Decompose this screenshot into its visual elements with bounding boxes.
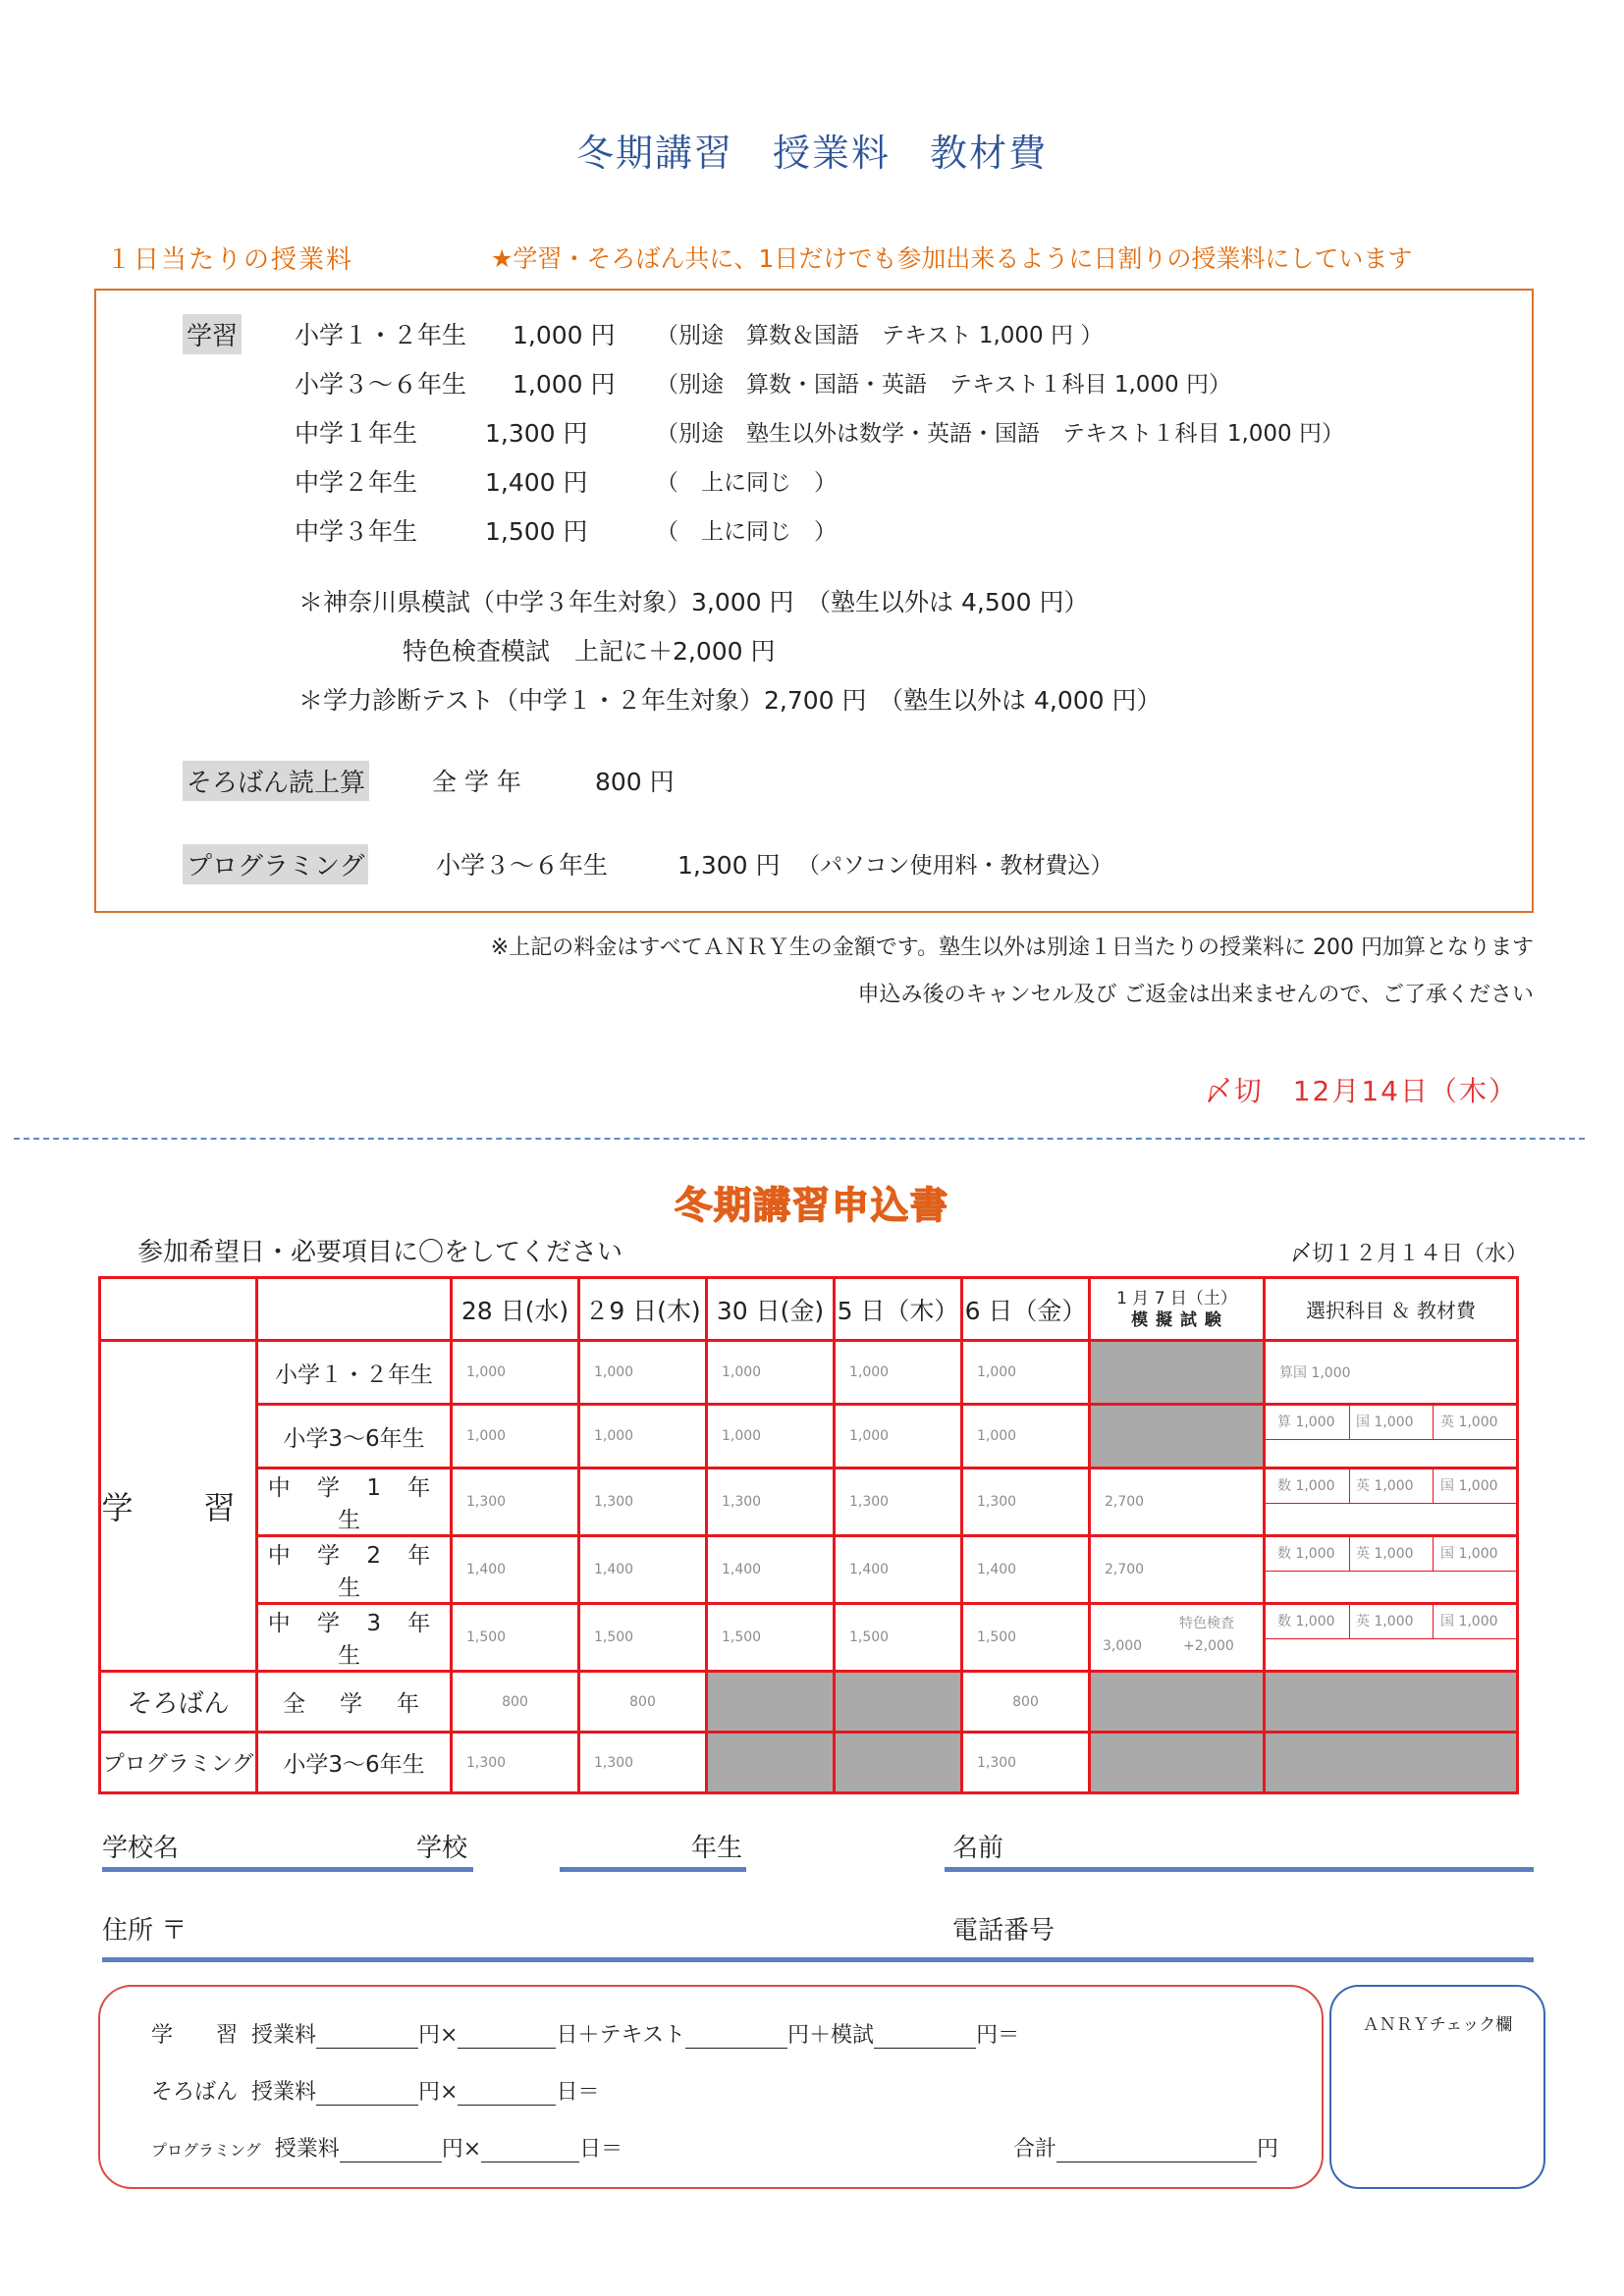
header-empty bbox=[257, 1278, 452, 1341]
group-soroban: そろばん bbox=[100, 1672, 257, 1733]
address-label: 住所 〒 bbox=[102, 1916, 188, 1946]
calc-text: 円＝ bbox=[976, 2023, 1020, 2048]
study-grade: 小学１・２年生 bbox=[295, 321, 467, 349]
price-cell[interactable]: 1,500 bbox=[579, 1604, 707, 1672]
calc-text: 授業料 bbox=[251, 2023, 317, 2048]
tuition-blank[interactable] bbox=[316, 2026, 418, 2049]
exam-cell-disabled bbox=[1090, 1341, 1265, 1405]
price-cell[interactable]: 1,300 bbox=[579, 1468, 707, 1536]
header-day: 6 日（金） bbox=[962, 1278, 1090, 1341]
soroban-price: 800 円 bbox=[595, 768, 675, 796]
group-programming: プログラミング bbox=[100, 1733, 257, 1793]
price-cell[interactable]: 1,400 bbox=[707, 1536, 835, 1604]
calc-line-programming bbox=[151, 2132, 623, 2163]
days-blank[interactable] bbox=[481, 2140, 579, 2163]
days-blank[interactable] bbox=[458, 2083, 556, 2106]
calc-text: 日＝ bbox=[556, 2080, 600, 2105]
study-grade: 中学２年生 bbox=[295, 468, 418, 497]
cell-disabled bbox=[1090, 1672, 1265, 1733]
calc-total bbox=[1013, 2132, 1278, 2163]
check-label: ＡＮＲＹチェック欄 bbox=[1362, 2015, 1513, 2035]
material-option[interactable]: 英 1,000 bbox=[1356, 1614, 1414, 1629]
price-cell[interactable]: 1,500 bbox=[835, 1604, 962, 1672]
study-price: 1,400 円 bbox=[485, 468, 588, 497]
materials-cell bbox=[1265, 1604, 1518, 1672]
study-note: （別途 塾生以外は数学・英語・国語 テキスト１科目 1,000 円） bbox=[656, 421, 1345, 447]
form-deadline: 〆切１２月１４日（水） bbox=[1289, 1242, 1528, 1266]
school-input-line[interactable] bbox=[102, 1867, 473, 1872]
exam-cell[interactable]: 2,700 bbox=[1090, 1468, 1265, 1536]
cut-line bbox=[14, 1138, 1585, 1140]
page-title: 冬期講習 授業料 教材費 bbox=[575, 132, 1048, 175]
fee-note: ★学習・そろばん共に、1日だけでも参加出来るように日割りの授業料にしています bbox=[491, 244, 1413, 273]
phone-label: 電話番号 bbox=[952, 1916, 1056, 1946]
price-cell[interactable]: 1,000 bbox=[579, 1405, 707, 1468]
study-price: 1,500 円 bbox=[485, 517, 588, 546]
cell-disabled bbox=[707, 1672, 835, 1733]
note-line: 申込み後のキャンセル及び ご返金は出来ませんので、ご了承ください bbox=[857, 983, 1534, 1007]
form-title: 冬期講習申込書 bbox=[674, 1184, 949, 1227]
material-option[interactable]: 英 1,000 bbox=[1356, 1478, 1414, 1494]
cell-disabled bbox=[1090, 1733, 1265, 1793]
group-study: 学 習 bbox=[100, 1341, 257, 1672]
price-cell[interactable]: 1,000 bbox=[579, 1341, 707, 1405]
soroban-label: そろばん読上算 bbox=[183, 761, 369, 801]
calc-text: 授業料 bbox=[251, 2080, 317, 2105]
materials-cell bbox=[1265, 1468, 1518, 1536]
price-cell[interactable]: 1,400 bbox=[835, 1536, 962, 1604]
grade-suffix: 年生 bbox=[691, 1834, 743, 1863]
study-label: 学習 bbox=[183, 314, 242, 354]
address-phone-input-line[interactable] bbox=[102, 1957, 1534, 1962]
exam-line: ＊神奈川県模試（中学３年生対象）3,000 円 （塾生以外は 4,500 円） bbox=[298, 588, 1089, 616]
study-grade: 小学３～６年生 bbox=[295, 370, 467, 399]
material-option[interactable]: 数 1,000 bbox=[1277, 1478, 1335, 1494]
price-cell[interactable]: 1,000 bbox=[835, 1341, 962, 1405]
calc-text: 円 bbox=[418, 2080, 441, 2105]
material-option[interactable]: 英 1,000 bbox=[1440, 1415, 1498, 1430]
study-price: 1,300 円 bbox=[485, 419, 588, 448]
price-cell[interactable]: 1,300 bbox=[707, 1468, 835, 1536]
header-exam-date: 1 月 7 日（土） bbox=[1116, 1288, 1237, 1308]
price-cell[interactable]: 1,000 bbox=[452, 1405, 579, 1468]
price-cell[interactable]: 1,300 bbox=[452, 1733, 579, 1793]
header-day: 28 日(水) bbox=[452, 1278, 579, 1341]
programming-price: 1,300 円 bbox=[677, 851, 781, 880]
price-cell[interactable]: 1,300 bbox=[962, 1733, 1090, 1793]
materials-cell[interactable]: 算国 1,000 bbox=[1265, 1341, 1518, 1405]
materials-cell bbox=[1265, 1536, 1518, 1604]
cell-disabled bbox=[835, 1733, 962, 1793]
grade-cell: 中 学 3 年 生 bbox=[257, 1604, 452, 1672]
study-grade: 中学１年生 bbox=[295, 419, 418, 448]
calc-text: 円 bbox=[1257, 2137, 1279, 2162]
price-cell[interactable]: 1,300 bbox=[835, 1468, 962, 1536]
study-grade: 中学３年生 bbox=[295, 517, 418, 546]
exam-line: ＊学力診断テスト（中学１・２年生対象）2,700 円 （塾生以外は 4,000 円） bbox=[298, 686, 1162, 715]
school-label: 学校名 bbox=[102, 1834, 180, 1863]
cell-disabled bbox=[1265, 1672, 1518, 1733]
exam-extra-label: 特色検査 bbox=[1179, 1616, 1234, 1631]
material-option[interactable]: 国 1,000 bbox=[1440, 1478, 1498, 1494]
calc-text: 授業料 bbox=[274, 2137, 340, 2162]
price-cell[interactable]: 1,300 bbox=[579, 1733, 707, 1793]
price-cell[interactable]: 1,300 bbox=[962, 1468, 1090, 1536]
material-option[interactable]: 国 1,000 bbox=[1440, 1614, 1498, 1629]
calc-line-soroban bbox=[151, 2075, 600, 2106]
grade-cell: 中 学 2 年 生 bbox=[257, 1536, 452, 1604]
price-cell[interactable]: 1,400 bbox=[579, 1536, 707, 1604]
header-exam-label: 模 擬 試 験 bbox=[1131, 1309, 1222, 1330]
price-cell[interactable]: 1,000 bbox=[452, 1341, 579, 1405]
exam-line: 特色検査模試 上記に＋2,000 円 bbox=[403, 637, 776, 666]
exam-blank[interactable] bbox=[874, 2026, 976, 2049]
exam-extra: +2,000 bbox=[1183, 1638, 1234, 1654]
study-price: 1,000 円 bbox=[513, 370, 616, 399]
name-label: 名前 bbox=[952, 1834, 1004, 1863]
days-blank[interactable] bbox=[458, 2026, 556, 2049]
price-cell[interactable]: 1,300 bbox=[452, 1468, 579, 1536]
grade-cell: 全 学 年 bbox=[257, 1672, 452, 1733]
header-day: 30 日(金) bbox=[707, 1278, 835, 1341]
calc-text: × bbox=[440, 2080, 459, 2105]
calc-text: 日＋テキスト bbox=[556, 2023, 686, 2048]
calc-label: そろばん bbox=[151, 2080, 239, 2105]
grade-cell: 小学3～6年生 bbox=[257, 1733, 452, 1793]
study-note: （別途 算数＆国語 テキスト 1,000 円 ） bbox=[656, 323, 1104, 348]
calculation-box bbox=[98, 1985, 1324, 2189]
calc-label: プログラミング bbox=[151, 2141, 261, 2160]
price-cell[interactable]: 1,400 bbox=[962, 1536, 1090, 1604]
name-input-line[interactable] bbox=[945, 1867, 1534, 1872]
soroban-grade: 全 学 年 bbox=[432, 768, 521, 796]
calc-text: 円＋模試 bbox=[787, 2023, 875, 2048]
school-suffix: 学校 bbox=[416, 1834, 468, 1863]
exam-cell[interactable]: 2,700 bbox=[1090, 1536, 1265, 1604]
price-cell[interactable]: 800 bbox=[579, 1672, 707, 1733]
material-option[interactable]: 算 1,000 bbox=[1277, 1415, 1335, 1430]
programming-grade: 小学３～６年生 bbox=[436, 851, 609, 880]
materials-cell bbox=[1265, 1405, 1518, 1468]
exam-cell[interactable] bbox=[1090, 1604, 1265, 1672]
material-option[interactable]: 国 1,000 bbox=[1356, 1415, 1414, 1430]
price-cell[interactable]: 800 bbox=[962, 1672, 1090, 1733]
price-cell[interactable]: 1,500 bbox=[962, 1604, 1090, 1672]
calc-text: × bbox=[462, 2137, 482, 2162]
price-cell[interactable]: 1,500 bbox=[707, 1604, 835, 1672]
calc-text: 日＝ bbox=[579, 2137, 623, 2162]
study-note: （別途 算数・国語・英語 テキスト１科目 1,000 円） bbox=[656, 372, 1232, 398]
deadline: 〆切 12月14日（木） bbox=[1204, 1075, 1518, 1107]
price-cell[interactable]: 800 bbox=[452, 1672, 579, 1733]
header-materials: 選択科目 ＆ 教材費 bbox=[1265, 1278, 1518, 1341]
calc-text: 円 bbox=[441, 2137, 463, 2162]
price-cell[interactable]: 1,500 bbox=[452, 1604, 579, 1672]
programming-note: （パソコン使用料・教材費込） bbox=[797, 853, 1113, 879]
grade-cell: 小学１・２年生 bbox=[257, 1341, 452, 1405]
calc-label: 学 習 bbox=[151, 2023, 239, 2048]
price-cell[interactable]: 1,000 bbox=[707, 1341, 835, 1405]
tuition-blank[interactable] bbox=[340, 2140, 442, 2163]
tuition-blank[interactable] bbox=[316, 2083, 418, 2106]
note-line: ※上記の料金はすべてＡＮＲＹ生の金額です。塾生以外は別途１日当たりの授業料に 200 円加算となります bbox=[490, 935, 1534, 960]
header-day: 5 日（木） bbox=[835, 1278, 962, 1341]
cell-disabled bbox=[835, 1672, 962, 1733]
total-label: 合計 bbox=[1013, 2137, 1057, 2162]
study-note: （ 上に同じ ） bbox=[656, 519, 837, 545]
exam-cell-disabled bbox=[1090, 1405, 1265, 1468]
programming-label: プログラミング bbox=[183, 844, 368, 884]
total-blank[interactable] bbox=[1056, 2140, 1257, 2163]
material-option[interactable]: 英 1,000 bbox=[1356, 1546, 1414, 1562]
cell-disabled bbox=[1265, 1733, 1518, 1793]
material-option[interactable]: 数 1,000 bbox=[1277, 1546, 1335, 1562]
price-cell[interactable]: 1,000 bbox=[707, 1405, 835, 1468]
calc-text: 円 bbox=[418, 2023, 441, 2048]
price-cell[interactable]: 1,400 bbox=[452, 1536, 579, 1604]
price-cell[interactable]: 1,000 bbox=[962, 1405, 1090, 1468]
grade-cell: 中 学 1 年 生 bbox=[257, 1468, 452, 1536]
anry-check-box[interactable] bbox=[1329, 1985, 1545, 2189]
price-cell[interactable]: 1,000 bbox=[962, 1341, 1090, 1405]
fee-heading: １日当たりの授業料 bbox=[106, 245, 354, 275]
header-day: ２9 日(木) bbox=[579, 1278, 707, 1341]
material-option[interactable]: 国 1,000 bbox=[1440, 1546, 1498, 1562]
calc-line-study bbox=[151, 2018, 1019, 2049]
cell-disabled bbox=[707, 1733, 835, 1793]
application-grid bbox=[98, 1276, 1519, 1794]
study-price: 1,000 円 bbox=[513, 321, 616, 349]
text-blank[interactable] bbox=[685, 2026, 787, 2049]
calc-text: × bbox=[440, 2023, 459, 2048]
material-option[interactable]: 数 1,000 bbox=[1277, 1614, 1335, 1629]
form-instruction: 参加希望日・必要項目に〇をしてください bbox=[137, 1238, 623, 1267]
header-exam bbox=[1090, 1278, 1265, 1341]
exam-price: 3,000 bbox=[1103, 1638, 1143, 1654]
grade-input-line[interactable] bbox=[560, 1867, 746, 1872]
study-note: （ 上に同じ ） bbox=[656, 470, 837, 496]
price-cell[interactable]: 1,000 bbox=[835, 1405, 962, 1468]
header-empty bbox=[100, 1278, 257, 1341]
grade-cell: 小学3～6年生 bbox=[257, 1405, 452, 1468]
